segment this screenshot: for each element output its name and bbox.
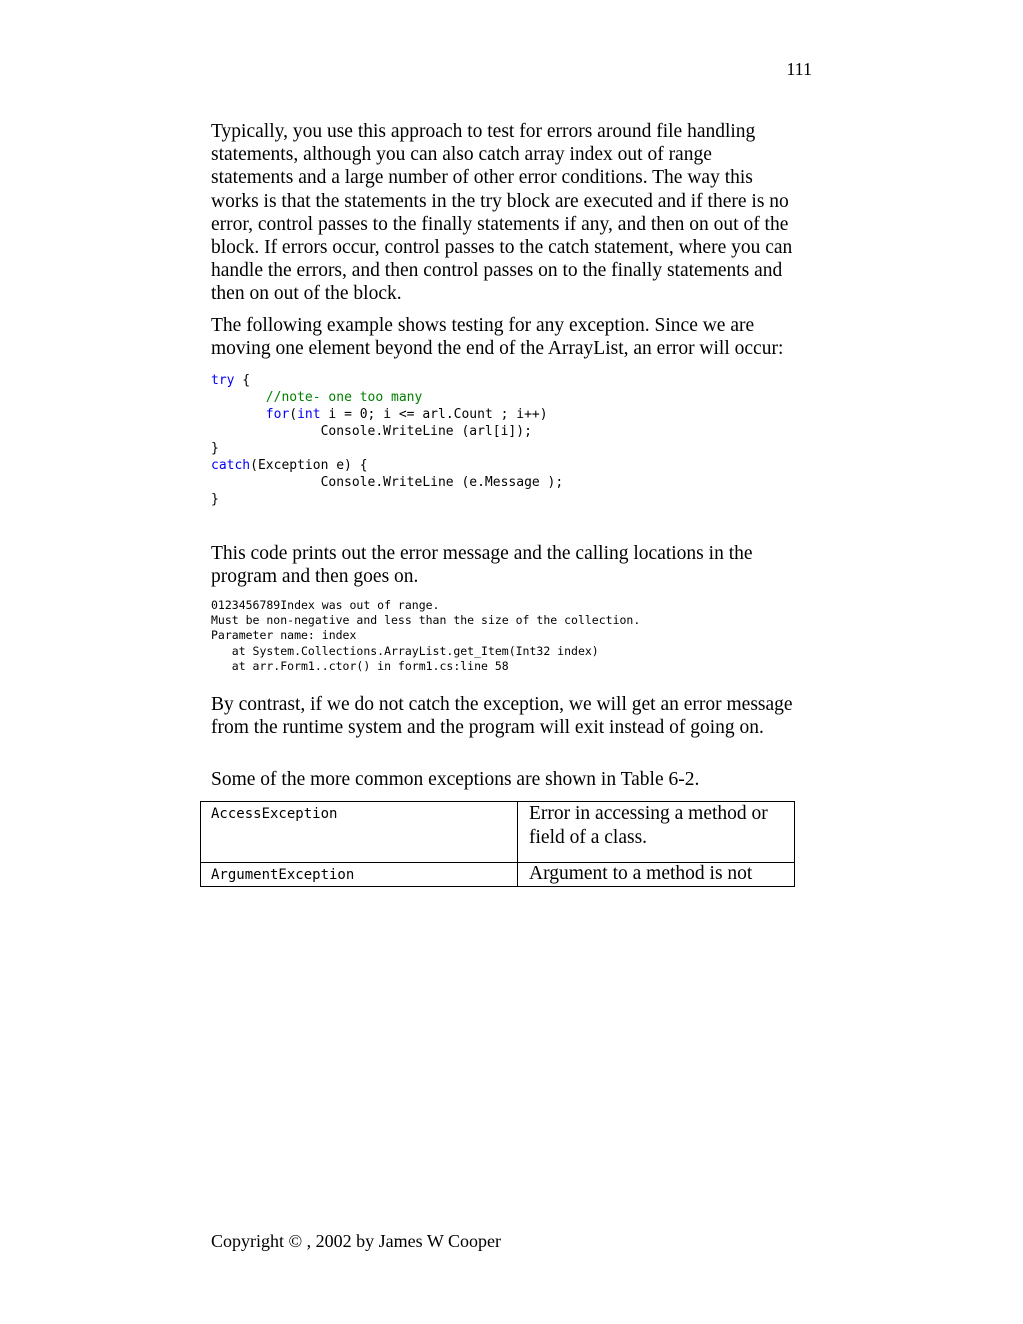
text-line: program and then goes on.: [211, 566, 419, 588]
text-line: handle the errors, and then control passes on to the finally statements and: [211, 260, 783, 282]
text-line: Some of the more common exceptions are shown in Table 6-2.: [211, 769, 700, 790]
text-line: statements, although you can also catch array index out of range: [211, 144, 712, 166]
output-line: 0123456789Index was out of range.: [211, 598, 440, 612]
code-keyword: for: [265, 407, 290, 422]
exception-name-cell: ArgumentException: [201, 863, 518, 887]
description-line: Argument to a method is not: [529, 863, 753, 884]
text-line: The following example shows testing for any exception. Since we are: [211, 315, 755, 336]
table-row: [201, 863, 795, 887]
text-line: from the runtime system and the program will exit instead of going on.: [211, 717, 764, 739]
code-keyword: int: [297, 407, 321, 422]
text-line: Typically, you use this approach to test for errors around file handling: [211, 121, 756, 142]
description-line: field of a class.: [529, 827, 648, 848]
code-line: [211, 389, 563, 406]
exception-description-cell: [518, 863, 795, 887]
code-text: (Exception e) {: [250, 458, 368, 473]
code-keyword: try: [211, 373, 235, 388]
text-line: By contrast, if we do not catch the exception, we will get an error message: [211, 694, 793, 715]
text-line: works is that the statements in the try block are executed and if there is no: [211, 190, 789, 212]
code-keyword: catch: [211, 458, 251, 473]
page-number: 111: [786, 59, 812, 79]
text-line: then on out of the block.: [211, 283, 402, 305]
copyright-footer: Copyright © , 2002 by James W Cooper: [211, 1231, 501, 1251]
text-line: error, control passes to the finally statements if any, and then on out of the: [211, 213, 789, 235]
code-line: [211, 406, 563, 423]
intro-paragraph: [211, 120, 816, 306]
code-line: Console.WriteLine (arl[i]);: [211, 424, 532, 439]
prints-paragraph: [211, 542, 816, 588]
text-line: moving one element beyond the end of the ArrayList, an error will occur:: [211, 338, 784, 360]
code-line: }: [211, 492, 219, 507]
description-line: Error in accessing a method or: [529, 803, 768, 824]
code-indent: [211, 407, 266, 422]
table-intro-paragraph: [211, 768, 816, 791]
output-line: at System.Collections.ArrayList.get_Item(Int32 index): [211, 643, 599, 658]
exception-name-cell: AccessException: [201, 802, 518, 863]
code-line: [211, 372, 563, 389]
code-line: [211, 457, 563, 474]
code-example: [211, 372, 563, 508]
text-line: statements and a large number of other error conditions. The way this: [211, 167, 753, 189]
table-row: [201, 802, 795, 863]
output-line: Parameter name: index: [211, 628, 357, 643]
code-comment: //note- one too many: [265, 390, 423, 405]
text-line: block. If errors occur, control passes to the catch statement, where you can: [211, 237, 793, 259]
example-intro-paragraph: [211, 314, 816, 360]
code-text: i = 0; i <= arl.Count ; i++): [320, 407, 548, 422]
text-line: This code prints out the error message and the calling locations in the: [211, 543, 753, 564]
error-output: [211, 598, 640, 674]
code-line: Console.WriteLine (e.Message );: [211, 475, 564, 490]
exception-description-cell: [518, 802, 795, 863]
code-text: {: [234, 373, 251, 388]
exceptions-table: [200, 801, 795, 887]
output-line: Must be non-negative and less than the size of the collection.: [211, 613, 641, 628]
code-line: }: [211, 441, 219, 456]
contrast-paragraph: [211, 693, 816, 739]
code-indent: [211, 390, 266, 405]
code-text: (: [289, 407, 298, 422]
output-line: at arr.Form1..ctor() in form1.cs:line 58: [211, 658, 509, 673]
